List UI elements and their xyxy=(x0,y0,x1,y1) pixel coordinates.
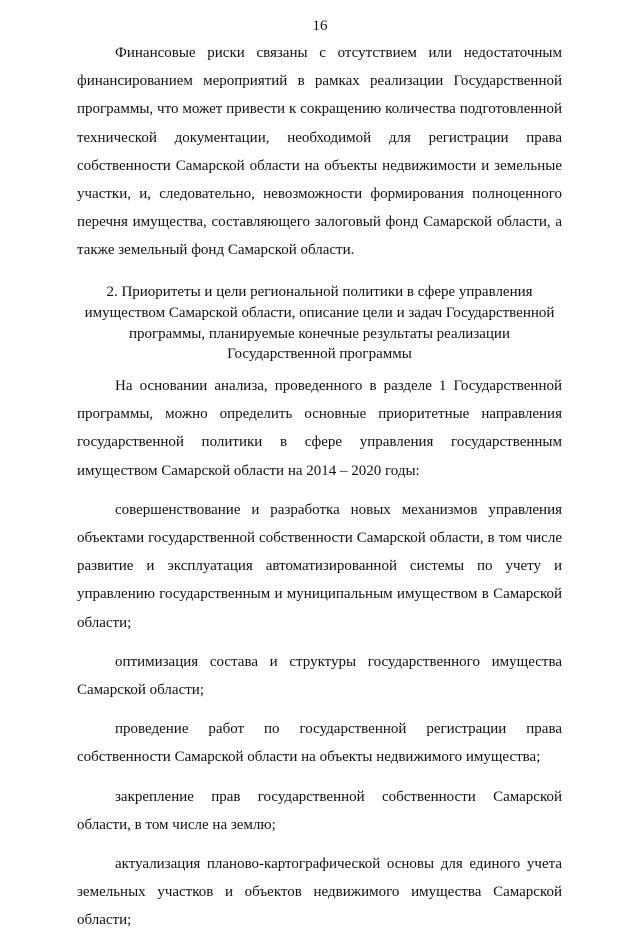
list-item: закрепление прав государственной собственности Самарской области, в том числе на землю; xyxy=(77,788,562,833)
risk-paragraph: Финансовые риски связаны с отсутствием или недостаточным финансированием мероприятий в рамках реализации Государственной программы, что может привести к сокращению количества подготовленной технической документации, необходимой для регистрации права собственности Самарской области на объекты недвижимости и земельные участки, и, следовательно, невозможности формирования полноценного перечня имущества, составляющего залоговый фонд Самарской области, а также земельный фонд Самарской области. xyxy=(77,45,562,259)
section-heading: 2. Приоритеты и цели региональной политики в сфере управления имуществом Самарской области, описание цели и задач Государственной программы, планируемые конечные результаты реализации Государственной программы xyxy=(84,284,555,363)
priorities-block xyxy=(77,372,562,935)
intro-paragraph: На основании анализа, проведенного в разделе 1 Государственной программы, можно определить основные приоритетные направления государственной политики в сфере управления государственным имуществом Самарской области на 2014 – 2020 годы: xyxy=(77,378,562,479)
list-item: актуализация планово-картографической основы для единого учета земельных участков и объектов недвижимого имущества Самарской области; xyxy=(77,856,562,929)
risk-paragraph-block xyxy=(77,39,562,265)
list-item: оптимизация состава и структуры государственного имущества Самарской области; xyxy=(77,653,562,699)
page-number: 16 xyxy=(312,18,328,34)
list-item: проведение работ по государственной регистрации права собственности Самарской области на объекты недвижимого имущества; xyxy=(77,721,562,766)
list-item: совершенствование и разработка новых механизмов управления объектами государственной собственности Самарской области, в том числе развитие и эксплуатация автоматизированной системы по учету и управлению государственным и муниципальным имуществом в Самарской области; xyxy=(77,501,562,631)
